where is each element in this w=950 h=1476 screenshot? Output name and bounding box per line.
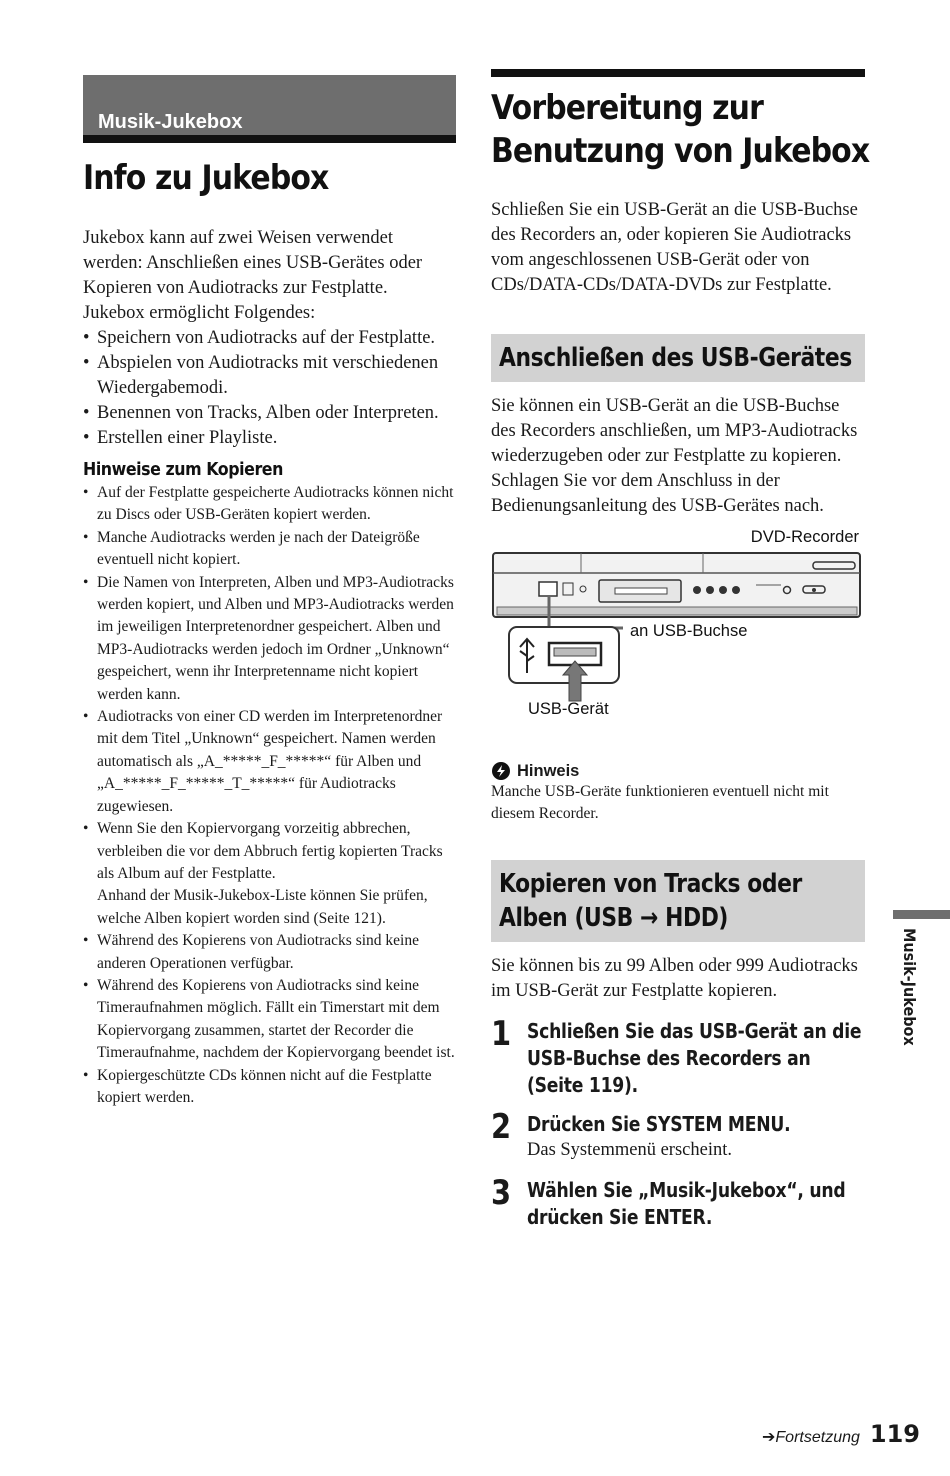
page-title-vorbereitung [491,87,870,173]
note-heading [491,761,865,781]
list-item [83,818,456,930]
page-title-info-jukebox: Info zu Jukebox [83,158,329,198]
list-item: • Während des Kopierens von Audiotracks sind keine Timeraufnahmen möglich. Fällt ein Timerstart mit dem Kopiervorgang zusammen, startet der Recorder die Timeraufnahme, nachdem der Kopiervorgang beendet ist. [83,975,456,1065]
section-heading-usb: Anschließen des USB-Gerätes [499,343,852,373]
notes-list [83,482,456,1109]
step-3 [491,1173,865,1231]
step-1 [491,1014,865,1099]
side-tab-marker [893,910,950,919]
right-column [491,69,870,1231]
usb-device-label: USB-Gerät [528,700,609,718]
section-heading-copy [499,867,800,935]
list-item: • Abspielen von Audiotracks mit verschiedenen Wiedergabemodi. [83,351,456,401]
list-item: • Audiotracks von einer CD werden im Interpretenordner mit dem Titel „Unknown“ gespeichert. Namen werden automatisch als „A_*****_F_*****“ für Alben und „A_*****_F_*****_T_*****“ für Audiotracks zugewiesen. [83,706,456,818]
top-rule [491,69,865,77]
step-line: Drücken Sie SYSTEM MENU. [527,1112,791,1136]
list-item: • Auf der Festplatte gespeicherte Audiotracks können nicht zu Discs oder USB-Geräten kopiert werden. [83,482,456,527]
step-line: USB-Buchse des Recorders an [527,1046,811,1070]
section-paragraph: Sie können ein USB-Gerät an die USB-Buchse des Recorders anschließen, um MP3-Audiotracks wiederzugeben oder zur Festplatte zu kopieren. Schlagen Sie vor dem Anschluss in der Bedienungsanleitung des USB-Gerätes nach. [491,396,858,516]
step-result: Das Systemmenü erscheint. [527,1140,732,1160]
list-item: • Speichern von Audiotracks auf der Festplatte. [83,326,456,351]
page-footer [762,1420,920,1448]
step-line: Wählen Sie „Musik-Jukebox“, und [527,1178,846,1202]
section-heading-box [491,860,865,942]
list-item: • Während des Kopierens von Audiotracks sind keine anderen Operationen verfügbar. [83,930,456,975]
side-tab-label: Musik-Jukebox [900,928,919,1046]
heading-line: Alben (USB → HDD) [499,903,728,933]
title-line: Vorbereitung zur [491,88,763,128]
step-number: 3 [491,1173,512,1213]
section-banner: Musik-Jukebox [83,75,456,143]
left-column [83,75,456,1109]
arrow-right-icon: ➔ [762,1427,776,1446]
usb-connection-figure [491,523,865,738]
note-text: Wenn Sie den Kopiervorgang vorzeitig abbrechen, verbleiben die vor dem Abbruch fertig kopierten Tracks als Album auf der Festplatte. [97,820,443,882]
continued-label: Fortsetzung [775,1429,860,1446]
step-2 [491,1107,865,1163]
list-item: • Benennen von Tracks, Alben oder Interpreten. [83,401,456,426]
note-extra-text: Anhand der Musik-Jukebox-Liste können Sie prüfen, welche Alben kopiert worden sind (Seite 121). [97,887,428,927]
step-number: 1 [491,1014,512,1054]
intro-paragraph: Jukebox kann auf zwei Weisen verwendet werden: Anschließen eines USB-Gerätes oder Kopieren von Audiotracks zur Festplatte. [83,228,423,298]
note-title: Hinweis [517,761,580,780]
notes-heading: Hinweise zum Kopieren [83,459,283,480]
step-line: Schließen Sie das USB-Gerät an die [527,1019,862,1043]
note-icon [491,761,511,781]
note-text: Manche USB-Geräte funktionieren eventuell nicht mit diesem Recorder. [491,783,829,822]
intro-paragraph: Schließen Sie ein USB-Gerät an die USB-Buchse des Recorders an, oder kopieren Sie Audiotracks vom angeschlossenen USB-Gerät oder von CDs/DATA-CDs/DATA-DVDs zur Festplatte. [491,200,858,295]
heading-line: Kopieren von Tracks oder [499,869,802,899]
recorder-label: DVD-Recorder [750,528,859,546]
step-number: 2 [491,1107,512,1147]
continued-indicator [762,1427,860,1447]
step-line: drücken Sie ENTER. [527,1205,713,1229]
list-item: • Die Namen von Interpreten, Alben und MP3-Audiotracks werden kopiert, und Alben und MP3-Audiotracks werden im jeweiligen Interpretenordner gespeichert. Alben und MP3-Audiotracks werden jedoch im Ordner „Unknown“ gespeichert, wenn ihr Interpretenname nicht kopiert werden kann. [83,572,456,706]
steps-list [491,1014,865,1231]
list-item: • Erstellen einer Playliste. [83,426,456,451]
intro-paragraph-2: Jukebox ermöglicht Folgendes: [83,303,316,323]
section-paragraph: Sie können bis zu 99 Alben oder 999 Audiotracks im USB-Gerät zur Festplatte kopieren. [491,956,858,1001]
usb-port-label: an USB-Buchse [630,622,748,640]
section-heading-box [491,334,865,382]
title-line: Benutzung von Jukebox [491,131,870,171]
page-number: 119 [869,1420,920,1448]
list-item: • Manche Audiotracks werden je nach der Dateigröße eventuell nicht kopiert. [83,527,456,572]
step-line: (Seite 119). [527,1073,638,1097]
feature-list [83,326,456,451]
list-item: • Kopiergeschützte CDs können nicht auf die Festplatte kopiert werden. [83,1065,456,1110]
